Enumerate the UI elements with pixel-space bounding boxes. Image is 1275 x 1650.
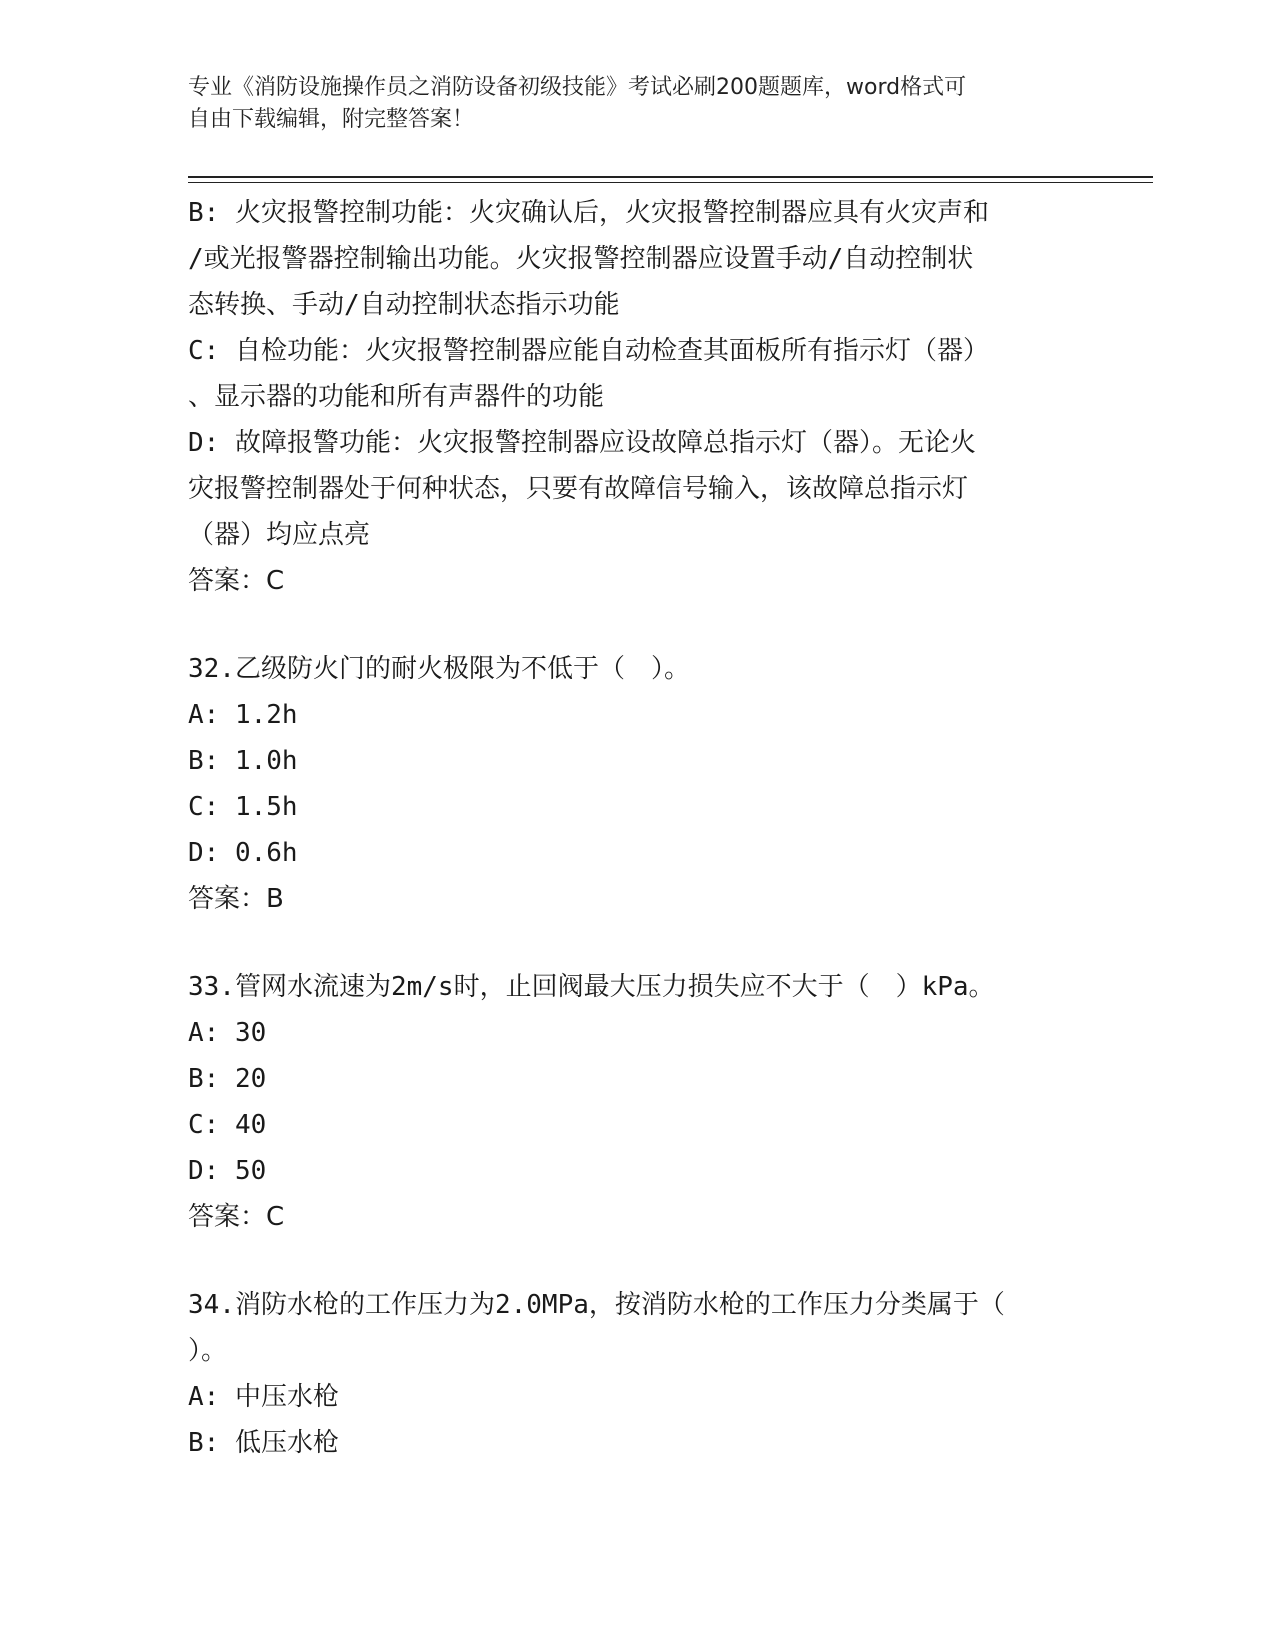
option-d: D: 50 [188,1156,267,1186]
option-d-block [188,420,1088,558]
header-line: 自由下载编辑，附完整答案！ [188,107,475,132]
question-34 [188,1282,1088,1466]
answer-line: 答案：B [188,884,284,914]
page-header [188,72,1088,136]
option-line: 态转换、手动/自动控制状态指示功能 [188,290,620,320]
question-content [188,190,1088,1466]
option-a: A: 30 [188,1018,267,1048]
question-stem: 32.乙级防火门的耐火极限为不低于（ ）。 [188,654,690,684]
option-line: /或光报警器控制输出功能。火灾报警控制器应设置手动/自动控制状 [188,244,974,274]
option-d: D: 0.6h [188,838,298,868]
option-b: B: 20 [188,1064,267,1094]
option-c: C: 40 [188,1110,267,1140]
option-b-block [188,190,1088,328]
option-line: 、显示器的功能和所有声器件的功能 [188,382,605,412]
question-32 [188,646,1088,922]
question-stem: 34.消防水枪的工作压力为2.0MPa，按消防水枪的工作压力分类属于（ [188,1290,1005,1320]
header-rule-thin [188,182,1153,183]
header-rule-thick [188,176,1153,178]
question-stem: 33.管网水流速为2m/s时，止回阀最大压力损失应不大于（ ）kPa。 [188,972,995,1002]
header-line: 专业《消防设施操作员之消防设备初级技能》考试必刷200题题库，word格式可 [188,75,967,100]
answer-line: 答案：C [188,1202,285,1232]
option-a: A: 中压水枪 [188,1382,339,1412]
option-line: D: 故障报警功能：火灾报警控制器应设故障总指示灯（器）。无论火 [188,428,976,458]
option-line: （器）均应点亮 [188,520,371,550]
option-line: B: 火灾报警控制功能：火灾确认后，火灾报警控制器应具有火灾声和 [188,198,989,228]
option-line: C: 自检功能：火灾报警控制器应能自动检查其面板所有指示灯（器） [188,336,989,366]
option-a: A: 1.2h [188,700,298,730]
answer-line: 答案：C [188,566,285,596]
question-33 [188,964,1088,1240]
option-b: B: 1.0h [188,746,298,776]
option-c: C: 1.5h [188,792,298,822]
option-line: 灾报警控制器处于何种状态，只要有故障信号输入，该故障总指示灯 [188,474,969,504]
option-b: B: 低压水枪 [188,1428,339,1458]
option-c-block [188,328,1088,420]
question-stem: ）。 [188,1336,228,1366]
